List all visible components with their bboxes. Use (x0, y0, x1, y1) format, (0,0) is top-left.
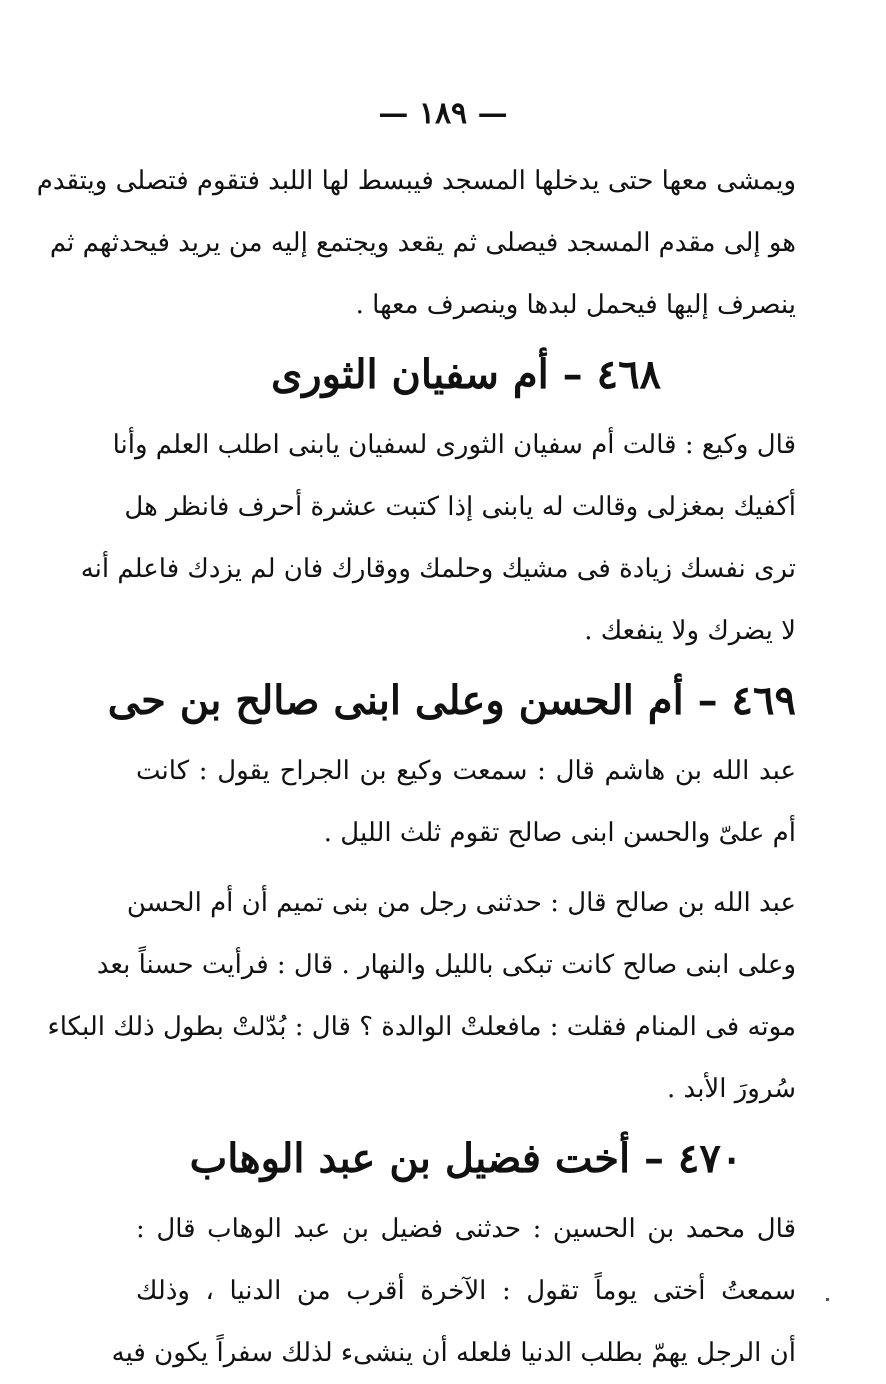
text-line: موته فى المنام فقلت : مافعلتْ الوالدة ؟ قال : بُدّلتْ بطول ذلك البكاء (47, 1012, 796, 1042)
page-body (36, 150, 796, 1384)
text-line: قال وكيع : قالت أم سفيان الثورى لسفيان يابنى اطلب العلم وأنا (112, 430, 796, 460)
section-heading-469: ٤٦٩ – أم الحسن وعلى ابنى صالح بن حى (107, 677, 796, 724)
text-line: وعلى ابنى صالح كانت تبكى بالليل والنهار . قال : فرأيت حسناً بعد (96, 950, 796, 980)
text-line: أم علىّ والحسن ابنى صالح تقوم ثلث الليل . (323, 818, 796, 848)
text-line: قال محمد بن الحسين : حدثنى فضيل بن عبد الوهاب قال : (136, 1214, 796, 1244)
text-line: سُرورَ الأبد . (667, 1074, 796, 1104)
text-line: أكفيك بمغزلى وقالت له يابنى إذا كتبت عشرة أحرف فانظر هل (124, 492, 796, 522)
paragraph-gap (136, 864, 796, 872)
section-heading-470: ٤٧٠ – أخت فضيل بن عبد الوهاب (189, 1135, 743, 1182)
text-line: سمعتُ أختى يوماً تقول : الآخرة أقرب من الدنيا ، وذلك (136, 1276, 796, 1306)
text-line: ينصرف إليها فيحمل لبدها وينصرف معها . (355, 290, 796, 320)
page-number: — ١٨٩ — (378, 96, 508, 131)
text-line: لا يضرك ولا ينفعك . (584, 616, 796, 646)
text-line: أن الرجل يهمّ بطلب الدنيا فلعله أن ينشىء لذلك سفراً يكون فيه (111, 1338, 796, 1368)
text-line: ترى نفسك زيادة فى مشيك وحلمك ووقارك فان لم يزدك فاعلم أنه (80, 554, 796, 584)
text-line: عبد الله بن صالح قال : حدثنى رجل من بنى تميم أن أم الحسن (126, 888, 796, 918)
text-line: هو إلى مقدم المسجد فيصلى ثم يقعد ويجتمع إليه من يريد فيحدثهم ثم (49, 228, 796, 258)
text-line: عبد الله بن هاشم قال : سمعت وكيع بن الجراح يقول : كانت (136, 756, 796, 786)
section-heading-468: ٤٦٨ – أم سفيان الثورى (270, 351, 662, 398)
text-line: ويمشى معها حتى يدخلها المسجد فيبسط لها اللبد فتقوم فتصلى ويتقدم (36, 166, 796, 196)
print-speck (826, 1298, 829, 1301)
